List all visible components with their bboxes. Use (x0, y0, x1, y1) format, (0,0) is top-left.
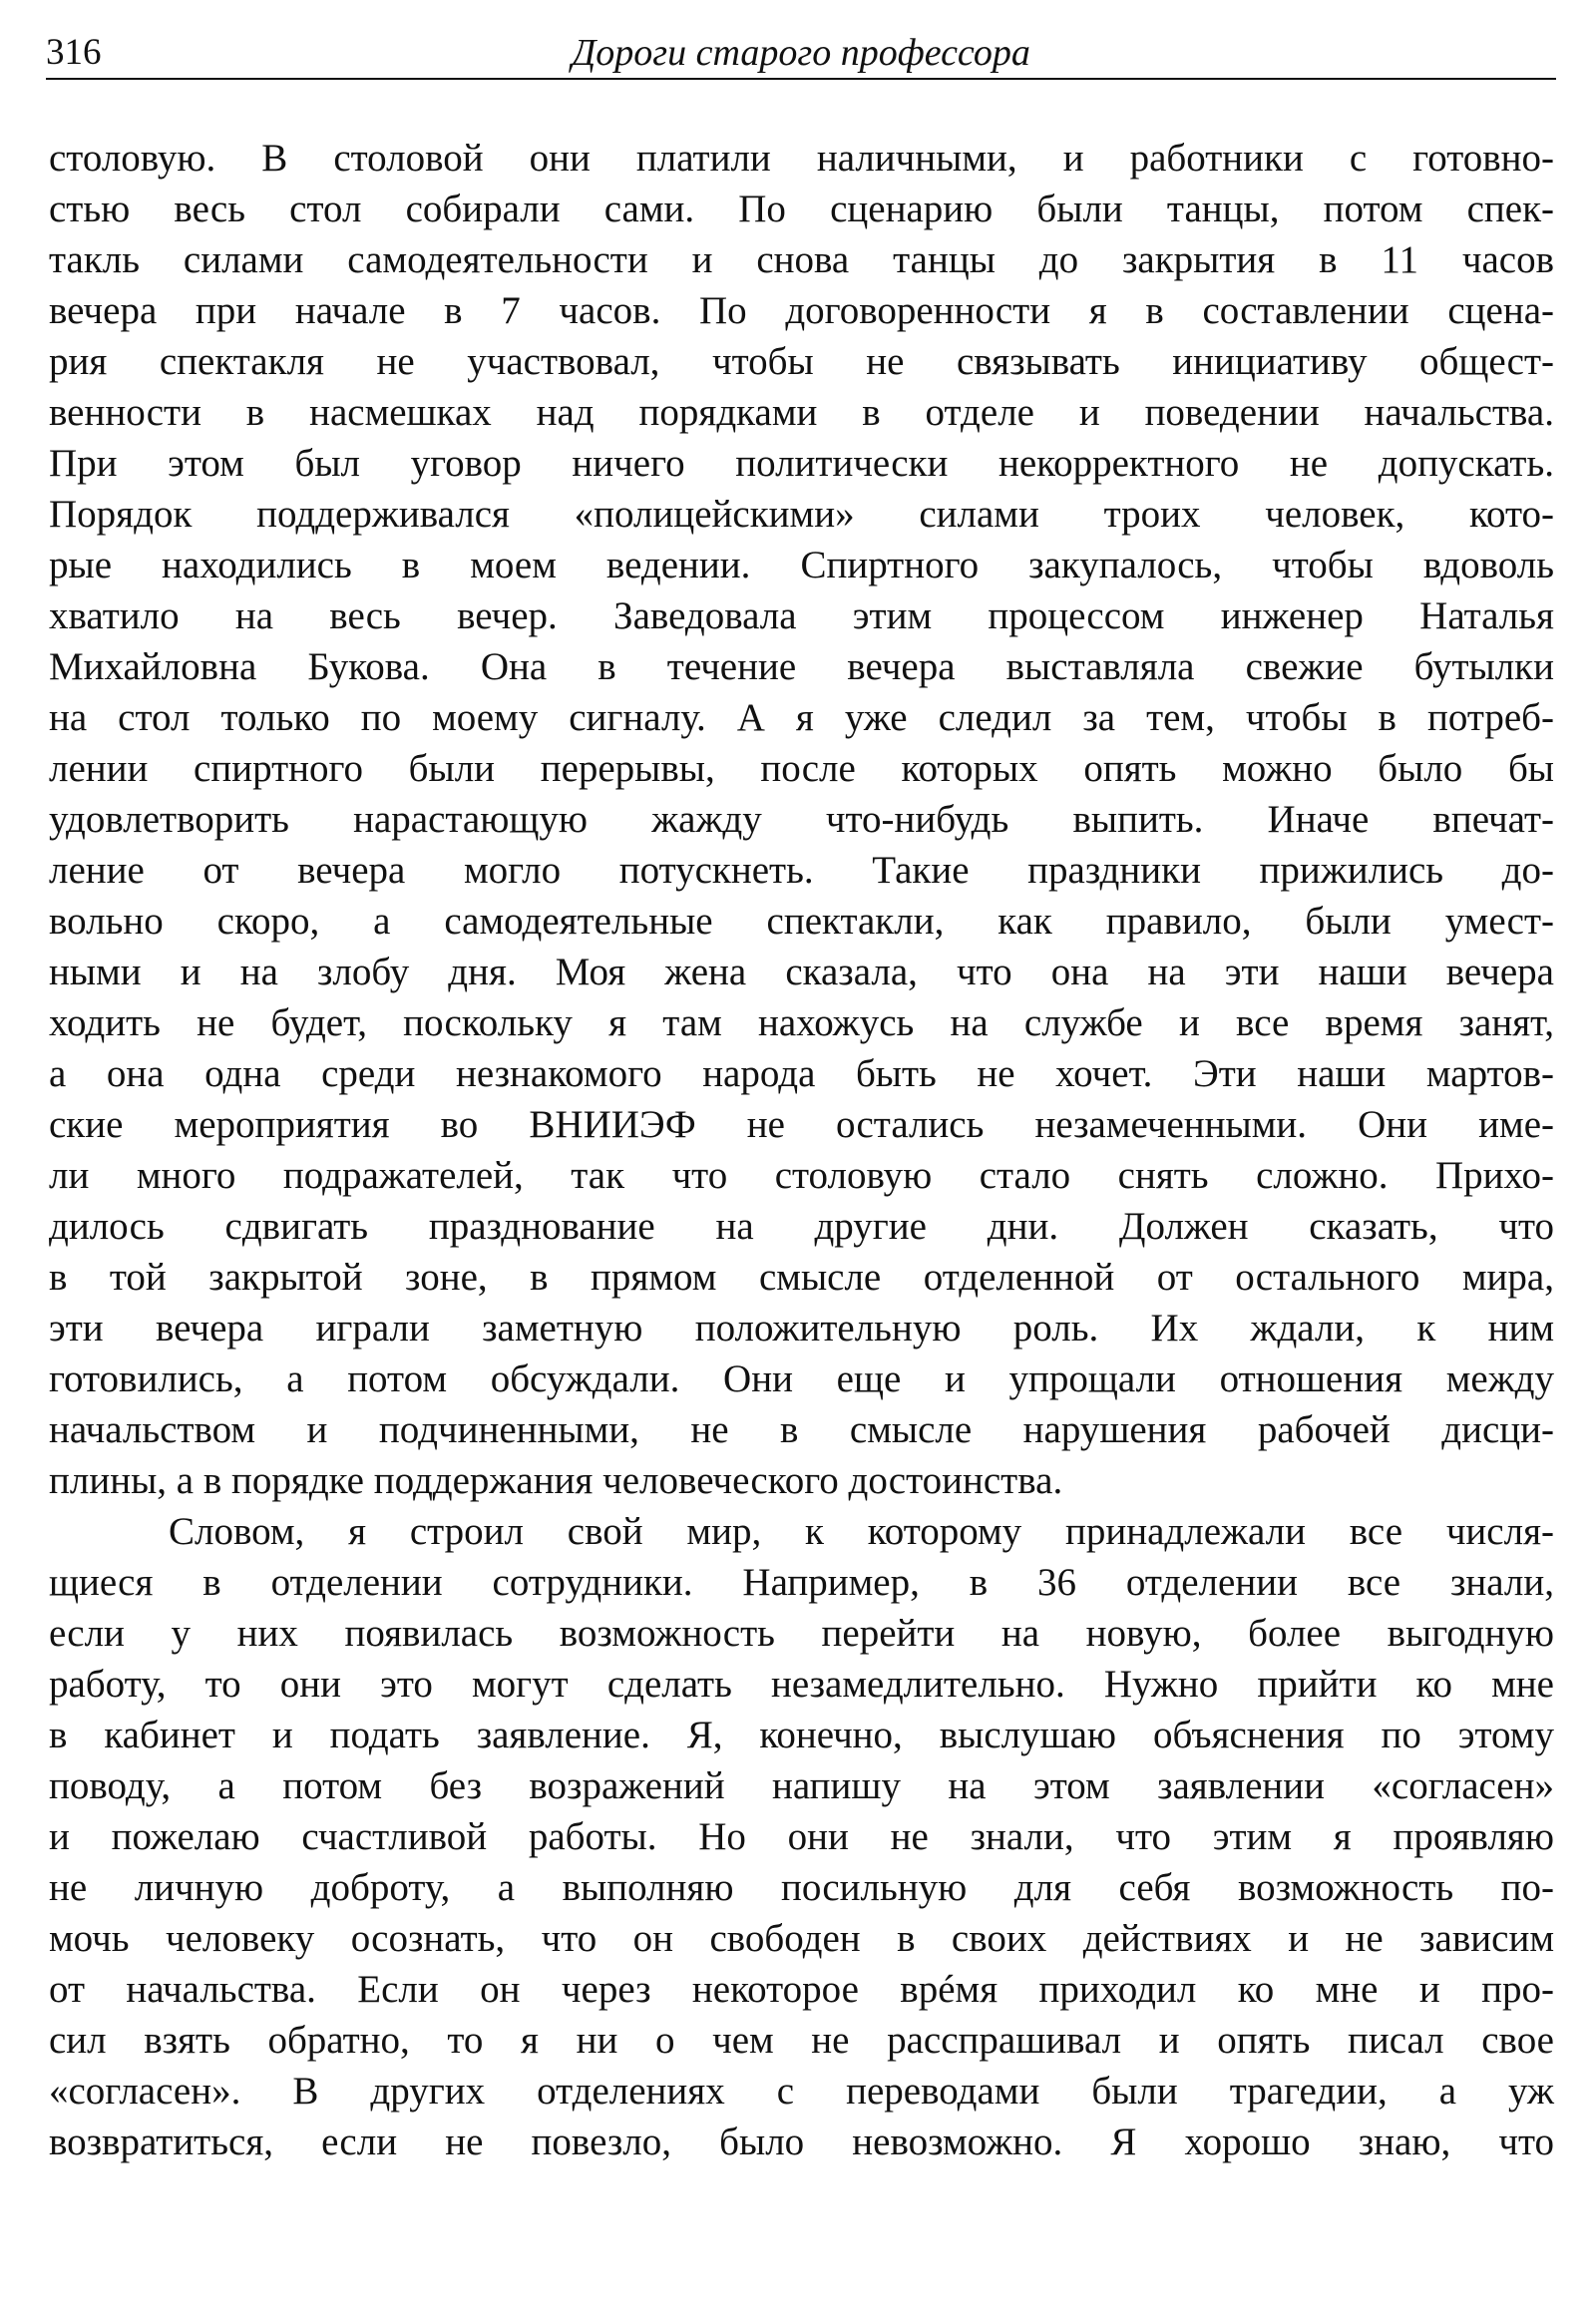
text-line: ли много подражателей, так что столовую стало снять сложно. Прихо- (49, 1154, 1554, 1197)
text-line: а она одна среди незнакомого народа быть не хочет. Эти наши мартов- (49, 1052, 1554, 1095)
text-line: мочь человеку осознать, что он свободен в своих действиях и не зависим (49, 1917, 1554, 1960)
text-line: ление от вечера могло потускнеть. Такие праздники прижились до- (49, 849, 1554, 892)
text-line: щиеся в отделении сотрудники. Например, в 36 отделении все знали, (49, 1561, 1554, 1604)
text-line: ходить не будет, поскольку я там нахожусь на службе и все время занят, (49, 1001, 1554, 1044)
text-line: от начальства. Если он через некоторое врéмя приходил ко мне и про- (49, 1968, 1554, 2011)
text-line: столовую. В столовой они платили наличными, и работники с готовно- (49, 137, 1554, 180)
text-line: готовились, а потом обсуждали. Они еще и упрощали отношения между (49, 1357, 1554, 1400)
text-line: венности в насмешках над порядками в отделе и поведении начальства. (49, 391, 1554, 434)
text-line: начальством и подчиненными, не в смысле нарушения рабочей дисци- (49, 1408, 1554, 1451)
text-line: поводу, а потом без возражений напишу на этом заявлении «согласен» (49, 1764, 1554, 1807)
text-line: рия спектакля не участвовал, чтобы не связывать инициативу общест- (49, 340, 1554, 383)
text-line: не личную доброту, а выполняю посильную для себя возможность по- (49, 1866, 1554, 1909)
header-rule (46, 78, 1556, 80)
text-line: если у них появилась возможность перейти на новую, более выгодную (49, 1612, 1554, 1655)
text-line: стью весь стол собирали сами. По сценарию были танцы, потом спек- (49, 188, 1554, 230)
text-line: возвратиться, если не повезло, было невозможно. Я хорошо знаю, что (49, 2120, 1554, 2163)
text-line: При этом был уговор ничего политически некорректного не допускать. (49, 442, 1554, 485)
text-line: и пожелаю счастливой работы. Но они не знали, что этим я проявляю (49, 1815, 1554, 1858)
text-line: в кабинет и подать заявление. Я, конечно, выслушаю объяснения по этому (49, 1714, 1554, 1756)
text-line: Порядок поддерживался «полицейскими» силами троих человек, кото- (49, 493, 1554, 536)
text-line: удовлетворить нарастающую жажду что-нибудь выпить. Иначе впечат- (49, 798, 1554, 841)
text-line: сил взять обратно, то я ни о чем не расспрашивал и опять писал свое (49, 2019, 1554, 2062)
text-line: такль силами самодеятельности и снова танцы до закрытия в 11 часов (49, 238, 1554, 281)
text-line: лении спиртного были перерывы, после которых опять можно было бы (49, 747, 1554, 790)
text-line: эти вечера играли заметную положительную роль. Их ждали, к ним (49, 1307, 1554, 1349)
body-text (49, 133, 1554, 2167)
text-line: в той закрытой зоне, в прямом смысле отделенной от остального мира, (49, 1256, 1554, 1299)
text-line: рые находились в моем ведении. Спиртного закупалось, чтобы вдоволь (49, 544, 1554, 586)
paragraph-first-line: Словом, я строил свой мир, к которому принадлежали все числя- (169, 1510, 1554, 1553)
text-line: работу, то они это могут сделать незамедлительно. Нужно прийти ко мне (49, 1663, 1554, 1706)
text-line: дилось сдвигать празднование на другие дни. Должен сказать, что (49, 1205, 1554, 1248)
page-number: 316 (46, 32, 102, 73)
paragraph-end-line: плины, а в порядке поддержания человеческого достоинства. (49, 1459, 1063, 1502)
text-line: на стол только по моему сигналу. А я уже следил за тем, чтобы в потреб- (49, 696, 1554, 739)
text-line: хватило на весь вечер. Заведовала этим процессом инженер Наталья (49, 594, 1554, 637)
text-line: вольно скоро, а самодеятельные спектакли, как правило, были умест- (49, 900, 1554, 943)
text-line: «согласен». В других отделениях с переводами были трагедии, а уж (49, 2070, 1554, 2113)
running-title: Дороги старого профессора (572, 32, 1030, 74)
page-header (46, 22, 1556, 84)
text-line: вечера при начале в 7 часов. По договоренности я в составлении сцена- (49, 289, 1554, 332)
text-line: ными и на злобу дня. Моя жена сказала, что она на эти наши вечера (49, 951, 1554, 993)
text-line: Михайловна Букова. Она в течение вечера выставляла свежие бутылки (49, 645, 1554, 688)
text-line: ские мероприятия во ВНИИЭФ не остались незамеченными. Они име- (49, 1103, 1554, 1146)
